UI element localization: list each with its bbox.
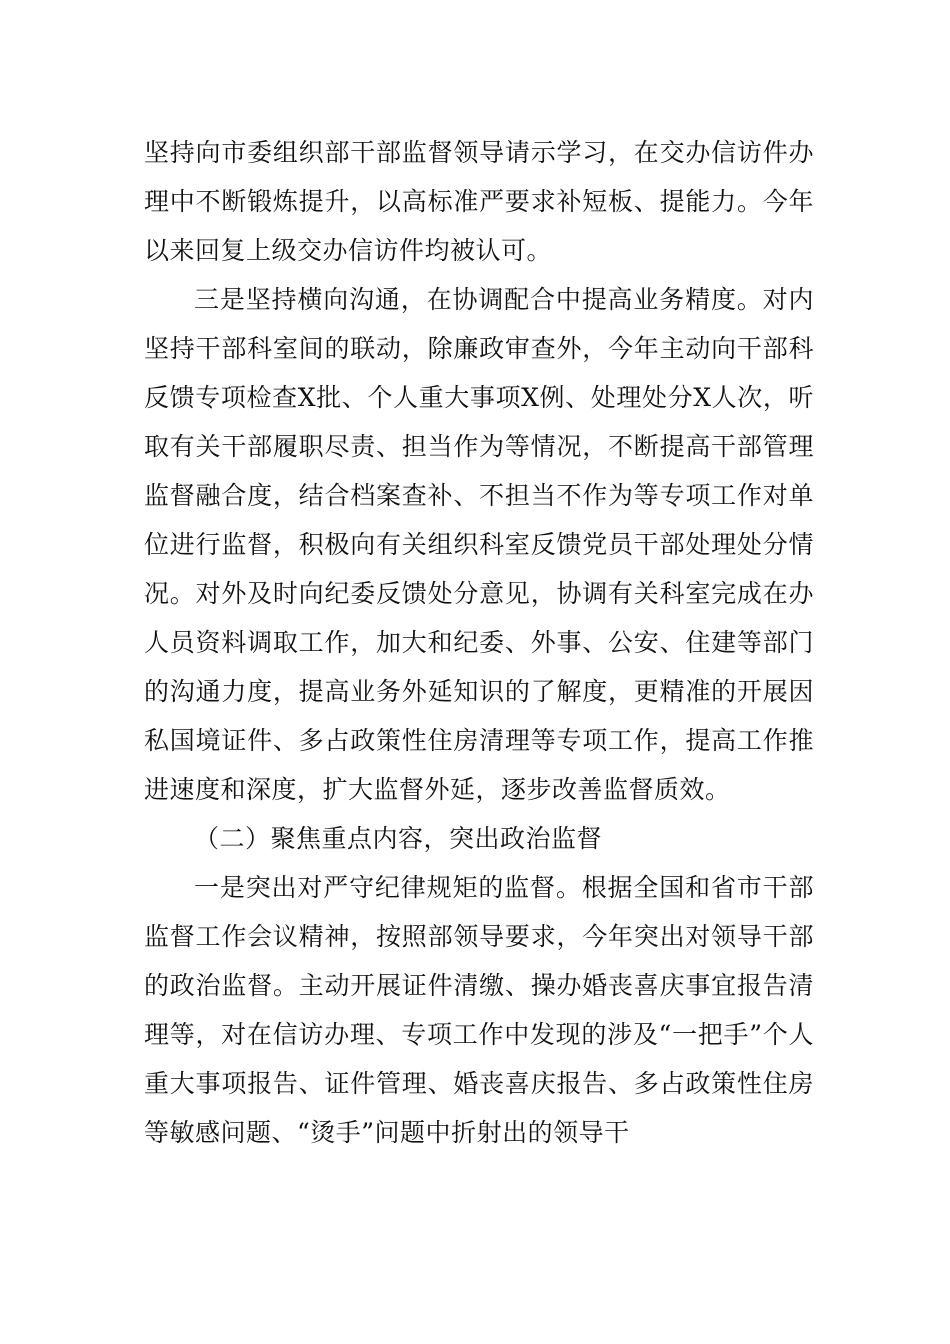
paragraph-horizontal-communication: 三是坚持横向沟通，在协调配合中提高业务精度。对内坚持干部科室间的联动，除廉政审查外，今年主动向干部科反馈专项检查X批、个人重大事项X例、处理处分X人次，听取有关干部履职尽责、担当作为等情况，不断提高干部管理监督融合度，结合档案查补、不担当不作为等专项工作对单位进行监督，积极向有关组织科室反馈党员干部处理处分情况。对外及时向纪委反馈处分意见，协调有关科室完成在办人员资料调取工作，加大和纪委、外事、公安、住建等部门的沟通力度，提高业务外延知识的了解度，更精准的开展因私国境证件、多占政策性住房清理等专项工作，提高工作推进速度和深度，扩大监督外延，逐步改善监督质效。 [144, 285, 814, 804]
document-body [144, 128, 814, 1157]
section-heading-political-supervision: （二）聚焦重点内容，突出政治监督 [194, 824, 603, 853]
paragraph-continuation: 坚持向市委组织部干部监督领导请示学习，在交办信访件办理中不断锻炼提升，以高标准严要求补短板、提能力。今年以来回复上级交办信访件均被认可。 [144, 138, 814, 265]
paragraph-discipline-supervision: 一是突出对严守纪律规矩的监督。根据全国和省市干部监督工作会议精神，按照部领导要求，今年突出对领导干部的政治监督。主动开展证件清缴、操办婚丧喜庆事宜报告清理等，对在信访办理、专项工作中发现的涉及“一把手”个人重大事项报告、证件管理、婚丧喜庆报告、多占政策性住房等敏感问题、“烫手”问题中折射出的领导干 [144, 873, 814, 1147]
